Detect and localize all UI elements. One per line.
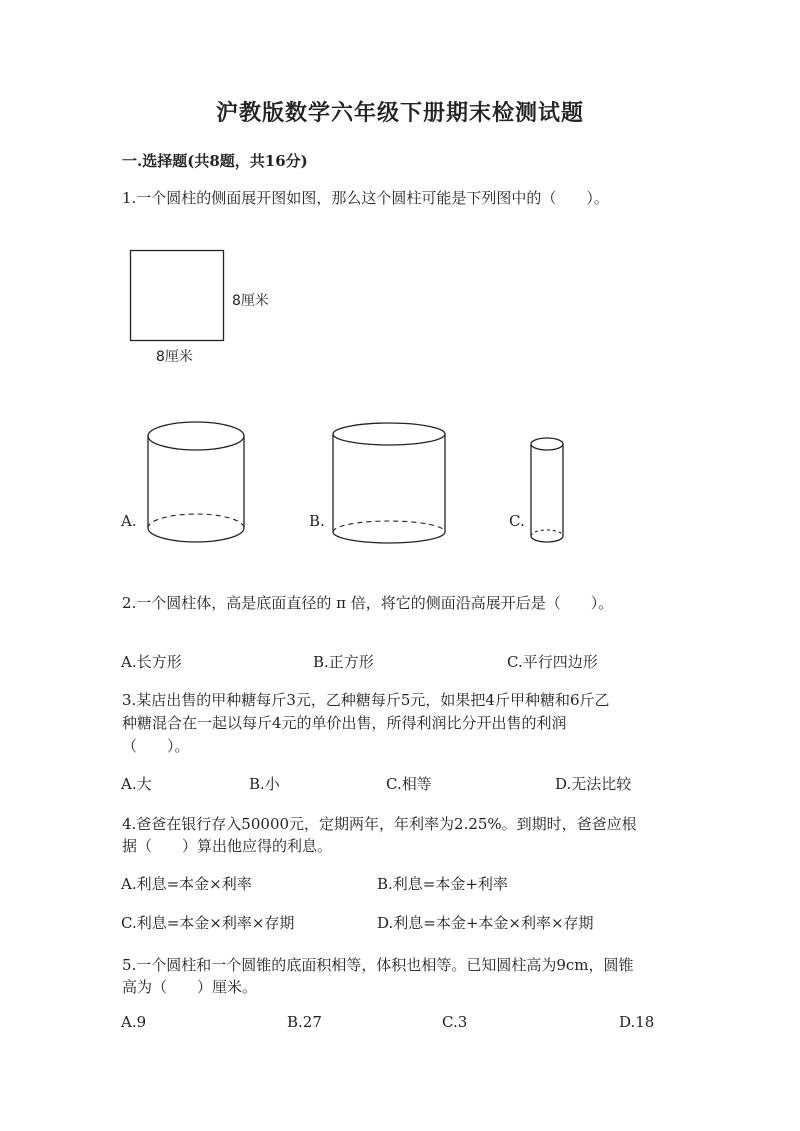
question-3-line-1: 3.某店出售的甲种糖每斤3元，乙种糖每斤5元，如果把4斤甲种糖和6斤乙 (122, 691, 610, 709)
cylinder-c (529, 436, 565, 546)
q3-option-a: A.大 (121, 775, 152, 793)
cylinder-b (331, 422, 447, 544)
q5-option-d: D.18 (619, 1013, 655, 1031)
question-3-line-2: 种糖混合在一起以每斤4元的单价出售，所得利润比分开出售的利润 (122, 714, 567, 732)
question-5-line-1: 5.一个圆柱和一个圆锥的底面积相等，体积也相等。已知圆柱高为9cm，圆锥 (122, 956, 634, 974)
q1-option-a-label: A. (121, 512, 137, 530)
q3-option-d: D.无法比较 (555, 775, 632, 793)
question-5-line-2: 高为（ ）厘米。 (122, 978, 258, 996)
question-4-line-2: 据（ ）算出他应得的利息。 (122, 837, 333, 855)
page-title: 沪教版数学六年级下册期末检测试题 (215, 100, 584, 126)
q1-option-c-label: C. (509, 512, 525, 530)
square-net-figure (130, 250, 224, 342)
q2-option-a: A.长方形 (121, 653, 182, 671)
question-1-text: 1.一个圆柱的侧面展开图如图，那么这个圆柱可能是下列图中的（ ）。 (122, 189, 609, 207)
square-net (131, 251, 224, 341)
cylinder-a (146, 420, 246, 544)
square-bottom-label: 8厘米 (156, 349, 193, 365)
question-3-line-3: （ ）。 (122, 737, 190, 755)
q4-option-c: C.利息=本金×利率×存期 (121, 914, 295, 932)
q4-option-a: A.利息=本金×利率 (121, 875, 252, 893)
q4-option-d: D.利息=本金+本金×利率×存期 (377, 914, 594, 932)
section-heading: 一.选择题(共8题，共16分) (122, 152, 308, 170)
q2-option-c: C.平行四边形 (507, 653, 598, 671)
question-4-line-1: 4.爸爸在银行存入50000元，定期两年，年利率为2.25%。到期时，爸爸应根 (122, 815, 637, 833)
q3-option-b: B.小 (249, 775, 280, 793)
q5-option-a: A.9 (121, 1013, 147, 1031)
q4-option-b: B.利息=本金+利率 (377, 875, 508, 893)
q3-option-c: C.相等 (386, 775, 432, 793)
q1-option-b-label: B. (309, 512, 325, 530)
question-2-text: 2.一个圆柱体，高是底面直径的 π 倍，将它的侧面沿高展开后是（ ）。 (122, 594, 614, 612)
square-side-label: 8厘米 (232, 293, 269, 309)
q2-option-b: B.正方形 (313, 653, 374, 671)
q5-option-b: B.27 (287, 1013, 322, 1031)
q5-option-c: C.3 (442, 1013, 468, 1031)
